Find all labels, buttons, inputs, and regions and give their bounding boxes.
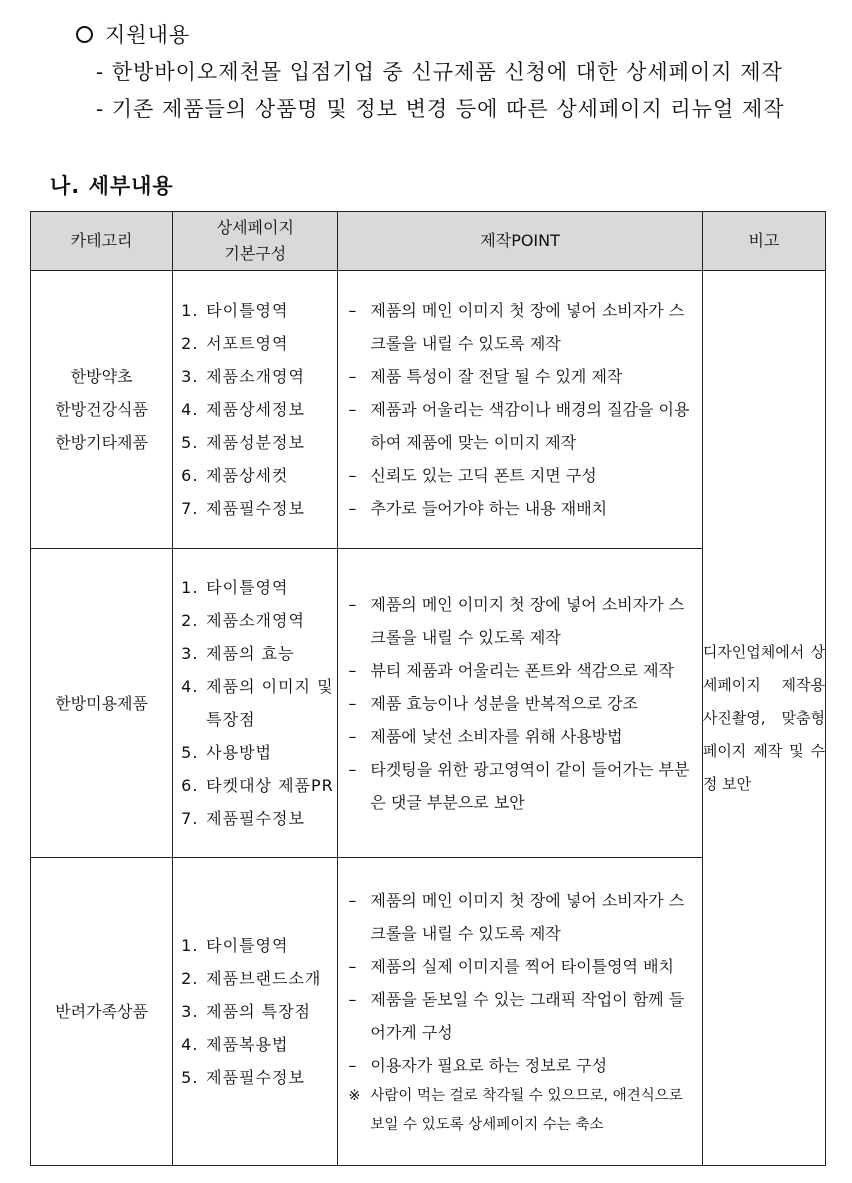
table-header-row [31, 212, 826, 271]
point-cell [338, 271, 702, 549]
composition-number: 1. [181, 936, 199, 955]
composition-item [181, 962, 337, 995]
composition-text: 타이틀영역 [206, 578, 289, 597]
note-cell: 디자인업체에서 상세페이지 제작용 사진촬영, 맞춤형 페이지 제작 및 수정 보안 [702, 271, 825, 1166]
composition-text: 제품의 이미지 및 특장점 [206, 677, 334, 729]
composition-text: 제품의 효능 [206, 644, 295, 663]
composition-text: 제품소개영역 [206, 367, 305, 386]
header-composition [173, 212, 338, 271]
category-label: 한방건강식품 [55, 400, 148, 419]
point-item [348, 884, 695, 950]
composition-item [181, 327, 337, 360]
composition-text: 서포트영역 [206, 334, 289, 353]
category-label: 한방기타제품 [55, 433, 148, 452]
composition-item [181, 459, 337, 492]
category-label: 한방미용제품 [55, 693, 148, 713]
header-composition-line: 기본구성 [224, 244, 287, 263]
dash-bullet-icon: – [348, 726, 357, 746]
composition-number: 2. [181, 334, 199, 353]
header-point: 제작POINT [338, 212, 702, 271]
composition-text: 제품상세정보 [206, 400, 305, 419]
composition-text: 제품복용법 [206, 1035, 289, 1054]
composition-item [181, 360, 337, 393]
dash-bullet-icon: – [348, 989, 357, 1009]
point-item [348, 294, 695, 360]
point-item [348, 753, 695, 819]
point-text: 제품의 메인 이미지 첫 장에 넣어 소비자가 스크롤을 내릴 수 있도록 제작 [370, 594, 685, 647]
composition-item [181, 393, 337, 426]
composition-item [181, 995, 337, 1028]
composition-number: 6. [181, 776, 199, 795]
point-text: 제품의 메인 이미지 첫 장에 넣어 소비자가 스크롤을 내릴 수 있도록 제작 [370, 890, 685, 943]
composition-number: 3. [181, 644, 199, 663]
point-cell [338, 549, 702, 858]
footnote-text: 사람이 먹는 걸로 착각될 수 있으므로, 애견식으로 보일 수 있도록 상세페이지 수는 축소 [370, 1087, 683, 1133]
composition-number: 1. [181, 578, 199, 597]
composition-text: 제품필수정보 [206, 499, 305, 518]
point-text: 제품을 돋보일 수 있는 그래픽 작업이 함께 들어가게 구성 [370, 989, 685, 1042]
dash-bullet-icon: – [348, 1055, 357, 1075]
point-text: 제품과 어울리는 색감이나 배경의 질감을 이용하여 제품에 맞는 이미지 제작 [370, 400, 690, 452]
dash-bullet-icon: – [348, 890, 357, 910]
header-note: 비고 [702, 212, 825, 271]
composition-number: 5. [181, 743, 199, 762]
point-text: 신뢰도 있는 고딕 폰트 지면 구성 [370, 466, 597, 485]
composition-text: 제품성분정보 [206, 433, 305, 452]
composition-item [181, 604, 337, 637]
dash-bullet-icon: – [348, 594, 357, 614]
point-text: 이용자가 필요로 하는 정보로 구성 [370, 1055, 608, 1075]
composition-text: 제품브랜드소개 [206, 969, 322, 988]
section-title: 나. 세부내용 [50, 174, 174, 198]
point-footnote [348, 1082, 695, 1140]
point-item [348, 393, 695, 459]
point-text: 뷰티 제품과 어울리는 폰트와 색감으로 제작 [370, 660, 675, 680]
dash-bullet-icon: – [348, 956, 357, 976]
composition-text: 타켓대상 제품PR [206, 776, 334, 795]
table-row [31, 271, 826, 549]
category-cell [31, 549, 173, 858]
composition-text: 사용방법 [206, 743, 272, 762]
hollow-circle-bullet-icon [76, 26, 93, 43]
composition-item [181, 637, 337, 670]
intro-heading-text: 지원내용 [105, 23, 191, 47]
composition-item [181, 736, 337, 769]
header-category: 카테고리 [31, 212, 173, 271]
composition-item [181, 571, 337, 604]
composition-number: 7. [181, 809, 199, 828]
point-cell [338, 858, 702, 1166]
composition-text: 제품필수정보 [206, 1068, 305, 1087]
point-item [348, 687, 695, 720]
point-item [348, 983, 695, 1049]
point-item [348, 1049, 695, 1082]
composition-number: 5. [181, 1068, 199, 1087]
point-text: 제품에 낯선 소비자를 위해 사용방법 [370, 726, 623, 746]
composition-number: 7. [181, 499, 199, 518]
point-item [348, 360, 695, 393]
point-text: 제품의 메인 이미지 첫 장에 넣어 소비자가 스크롤을 내릴 수 있도록 제작 [370, 301, 685, 353]
composition-number: 2. [181, 969, 199, 988]
point-text: 타겟팅을 위한 광고영역이 같이 들어가는 부분은 댓글 부분으로 보안 [370, 759, 690, 812]
composition-number: 3. [181, 367, 199, 386]
point-text: 추가로 들어가야 하는 내용 재배치 [370, 499, 608, 518]
composition-item [181, 769, 337, 802]
point-text: 제품 효능이나 성분을 반복적으로 강조 [370, 693, 639, 713]
point-item [348, 950, 695, 983]
point-item [348, 654, 695, 687]
point-item [348, 720, 695, 753]
dash-bullet-icon: – [348, 759, 357, 779]
composition-number: 4. [181, 677, 199, 696]
composition-number: 1. [181, 301, 199, 320]
dash-bullet-icon: – [348, 660, 357, 680]
composition-item [181, 802, 337, 835]
composition-item [181, 670, 337, 736]
category-label: 반려가족상품 [55, 1002, 148, 1021]
composition-cell [173, 549, 338, 858]
composition-text: 타이틀영역 [206, 301, 289, 320]
dash-bullet-icon: – [348, 466, 357, 485]
dash-bullet-icon: – [348, 367, 357, 386]
dash-bullet-icon: – [348, 693, 357, 713]
point-text: 제품 특성이 잘 전달 될 수 있게 제작 [370, 367, 623, 386]
composition-item [181, 1028, 337, 1061]
point-item [348, 492, 695, 525]
dash-bullet-icon: – [348, 400, 357, 419]
dash-bullet-icon: – [348, 301, 357, 320]
composition-text: 타이틀영역 [206, 936, 289, 955]
dash-bullet-icon: – [348, 499, 357, 518]
composition-cell [173, 271, 338, 549]
composition-cell [173, 858, 338, 1166]
composition-item [181, 1061, 337, 1094]
category-cell [31, 858, 173, 1166]
category-cell [31, 271, 173, 549]
composition-number: 4. [181, 400, 199, 419]
intro-bullet: - 한방바이오제천몰 입점기업 중 신규제품 신청에 대한 상세페이지 제작 [96, 60, 783, 84]
header-composition-line: 상세페이지 [216, 218, 294, 237]
composition-item [181, 492, 337, 525]
detail-table [30, 211, 826, 1166]
composition-number: 2. [181, 611, 199, 630]
intro-bullet: - 기존 제품들의 상품명 및 정보 변경 등에 따른 상세페이지 리뉴얼 제작 [96, 97, 785, 121]
composition-item [181, 426, 337, 459]
reference-mark-icon: ※ [348, 1087, 361, 1104]
composition-text: 제품필수정보 [206, 809, 305, 828]
composition-text: 제품상세컷 [206, 466, 289, 485]
composition-text: 제품의 특장점 [206, 1002, 311, 1021]
composition-item [181, 929, 337, 962]
composition-number: 3. [181, 1002, 199, 1021]
point-item [348, 459, 695, 492]
composition-number: 4. [181, 1035, 199, 1054]
composition-number: 6. [181, 466, 199, 485]
point-text: 제품의 실제 이미지를 찍어 타이틀영역 배치 [370, 956, 675, 976]
category-label: 한방약초 [70, 367, 133, 386]
composition-text: 제품소개영역 [206, 611, 305, 630]
composition-number: 5. [181, 433, 199, 452]
composition-item [181, 294, 337, 327]
intro-heading [76, 21, 190, 49]
point-item [348, 588, 695, 654]
